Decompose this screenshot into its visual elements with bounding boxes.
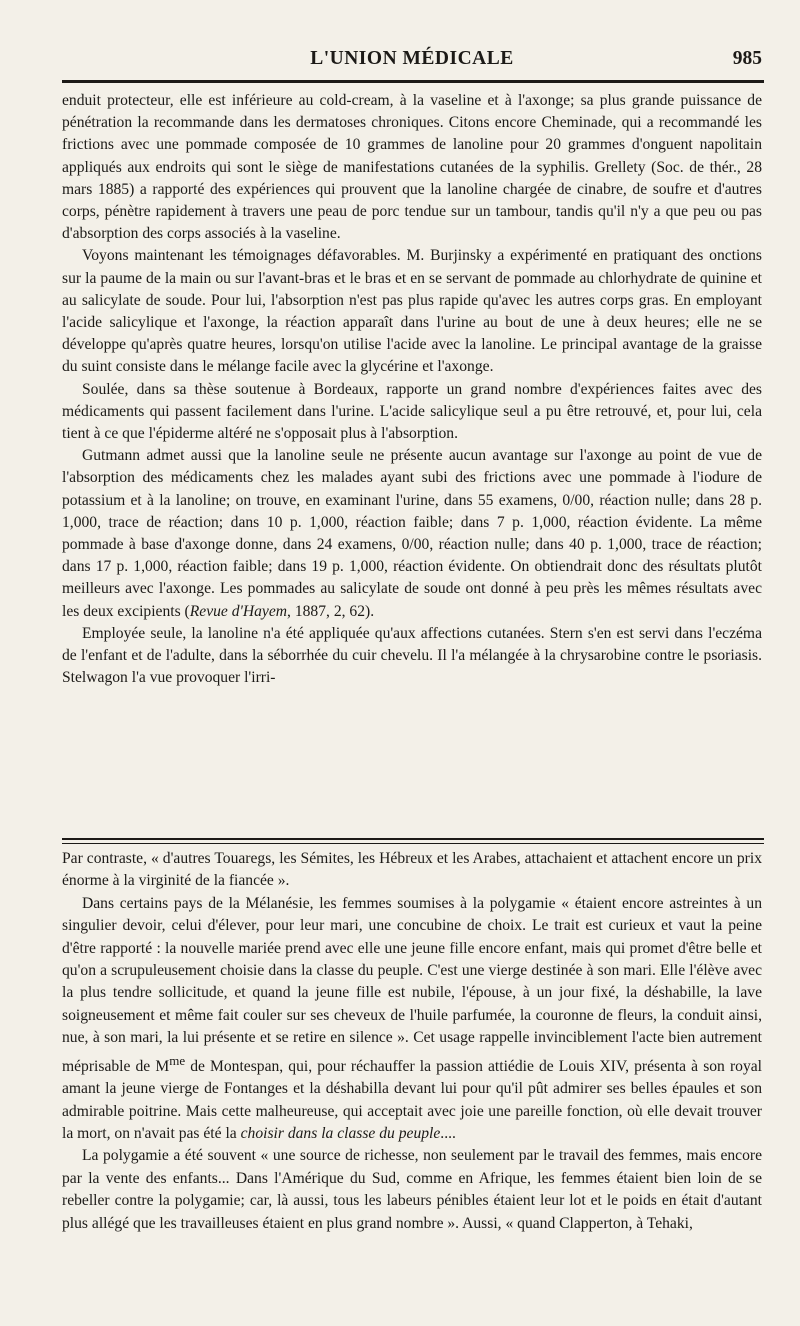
citation-details: , 1887, 2, 62). — [287, 602, 375, 620]
running-title: L'UNION MÉDICALE — [310, 48, 514, 69]
feuilleton-paragraph-1: Par contraste, « d'autres Touaregs, les Sémites, les Hébreux et les Arabes, attachaient et attachent encore un prix énorme à la virginité de la fiancée ». — [62, 850, 762, 890]
page-number: 985 — [732, 48, 762, 69]
header-rule — [62, 80, 764, 83]
feuilleton-paragraph-2-text: Dans certains pays de la Mélanésie, les femmes soumises à la polygamie « étaient encore astreintes à un singulier devoir, celui d'élever, pour leur mari, une concubine de choix. Le trait est curieux et vaut la peine d'être rapporté : la nouvelle mariée prend avec elle une jeune fille encore enfant, mais qui promet d'être belle et qu'on a scrupuleusement choisie dans la classe du peuple. C'est une vierge destinée à son mari. Elle l'élève avec la plus tendre sollicitude, et quand la jeune fille est nubile, l'épouse, à un jour fixé, la déshabille, la lave soigneusement et même fait couler sur ses cheveux de l'huile parfumée, la couronne de fleurs, la conduit ainsi, nue, à son mari, la lui présente et se retire en silence ». Cet usage rappelle invinciblement l'acte bien autrement méprisable de M — [62, 894, 762, 1075]
feuilleton-paragraph-3: La polygamie a été souvent « une source de richesse, non seulement par le travail des femmes, mais encore par la vente des enfants... Dans l'Amérique du Sud, comme en Afrique, les femmes étaient bien loin de se rebeller contre la polygamie; car, là aussi, tous les labeurs pénibles étaient leur lot et le poids en était d'autant plus allégé que les travailleuses étaient en plus grand nombre ». Aussi, « quand Clapperton, à Tehaki, — [62, 1147, 762, 1232]
feuilleton-paragraph-2 — [62, 893, 762, 1146]
feuilleton-body — [62, 848, 762, 1235]
article-paragraph-3: Soulée, dans sa thèse soutenue à Bordeaux, rapporte un grand nombre d'expériences faites avec des médicaments qui passent facilement dans l'urine. L'acide salicylique seul a pu être retrouvé, et, pour lui, cela tient à ce que l'épiderme altéré ne s'opposait plus à l'absorption. — [62, 380, 762, 443]
article-paragraph-5: Employée seule, la lanoline n'a été appliquée qu'aux affections cutanées. Stern s'en est servi dans l'eczéma de l'enfant et de l'adulte, dans la séborrhée du cuir chevelu. Il l'a mélangée à la chrysarobine contre le psoriasis. Stelwagon l'a vue provoquer l'irri- — [62, 624, 762, 687]
article-paragraph-4-text: Gutmann admet aussi que la lanoline seule ne présente aucun avantage sur l'axonge au point de vue de l'absorption des médicaments chez les malades ayant subi des frictions avec une pommade à l'iodure de potassium et à la lanoline; on trouve, en examinant l'urine, dans 55 examens, 0/00, réaction nulle; dans 28 p. 1,000, trace de réaction; dans 10 p. 1,000, réaction faible; dans 7 p. 1,000, réaction évidente. La même pommade à base d'axonge donne, dans 24 examens, 0/00, réaction nulle; dans 40 p. 1,000, trace de réaction; dans 17 p. 1,000, réaction faible; dans 19 p. 1,000, réaction évidente. On obtiendrait donc des résultats plutôt meilleurs avec l'axonge. Les pommades au salicylate de soude ont donné à peu près les mêmes résultats avec les deux excipients ( — [62, 447, 762, 620]
feuilleton-divider — [62, 838, 764, 844]
page-header — [62, 48, 762, 72]
article-paragraph-4 — [62, 445, 762, 623]
article-paragraph-2: Voyons maintenant les témoignages défavorables. M. Burjinsky a expérimenté en pratiquant des onctions sur la paume de la main ou sur l'avant-bras et le bras et en se servant de pommade au chlorhydrate de quinine et au salicylate de soude. Pour lui, l'absorption n'est pas plus rapide qu'avec les autres corps gras. En employant l'acide salicylique et l'axonge, la réaction apparaît dans l'urine au bout de une à deux heures; elle ne se développe qu'après quatre heures, lorsqu'on utilise l'acide avec la lanoline. Le principal avantage de la graisse du suint consiste dans le mélange facile avec la glycérine et l'axonge. — [62, 247, 762, 376]
italic-phrase: choisir dans la classe du peuple — [240, 1125, 441, 1143]
article-body — [62, 90, 762, 689]
article-paragraph-1: enduit protecteur, elle est inférieure au cold-cream, à la vaseline et à l'axonge; sa plus grande puissance de pénétration la recommande dans les dermatoses chroniques. Citons encore Cheminade, qui a recommandé les frictions avec une pommade composée de 10 grammes de lanoline pour 20 grammes d'onguent napolitain appliqués aux endroits qui sont le siège de manifestations cutanées de la syphilis. Grellety (Soc. de thér., 28 mars 1885) a rapporté des expériences qui prouvent que la lanoline chargée de cinabre, de soufre et d'autres corps, pénètre rapidement à travers une peau de porc tendue sur un tambour, tandis qu'il n'y a que peu ou pas d'absorption des corps associés à la vaseline. — [62, 92, 762, 243]
citation-source: Revue d'Hayem — [189, 602, 288, 620]
feuilleton-paragraph-2-end: .... — [440, 1125, 456, 1143]
abbreviation-superscript: me — [169, 1052, 186, 1068]
feuilleton-paragraph-2-continued: de Montespan, qui, pour réchauffer la passion attiédie de Louis XIV, présenta à son royal amant la jeune vierge de Fontanges et la déshabilla devant lui pour qu'il pût admirer ses belles épaules et son admirable poitrine. Mais cette malheureuse, qui acceptait avec joie une pareille fonction, où elle devait trouver la mort, on n'avait pas été la — [62, 1057, 762, 1143]
